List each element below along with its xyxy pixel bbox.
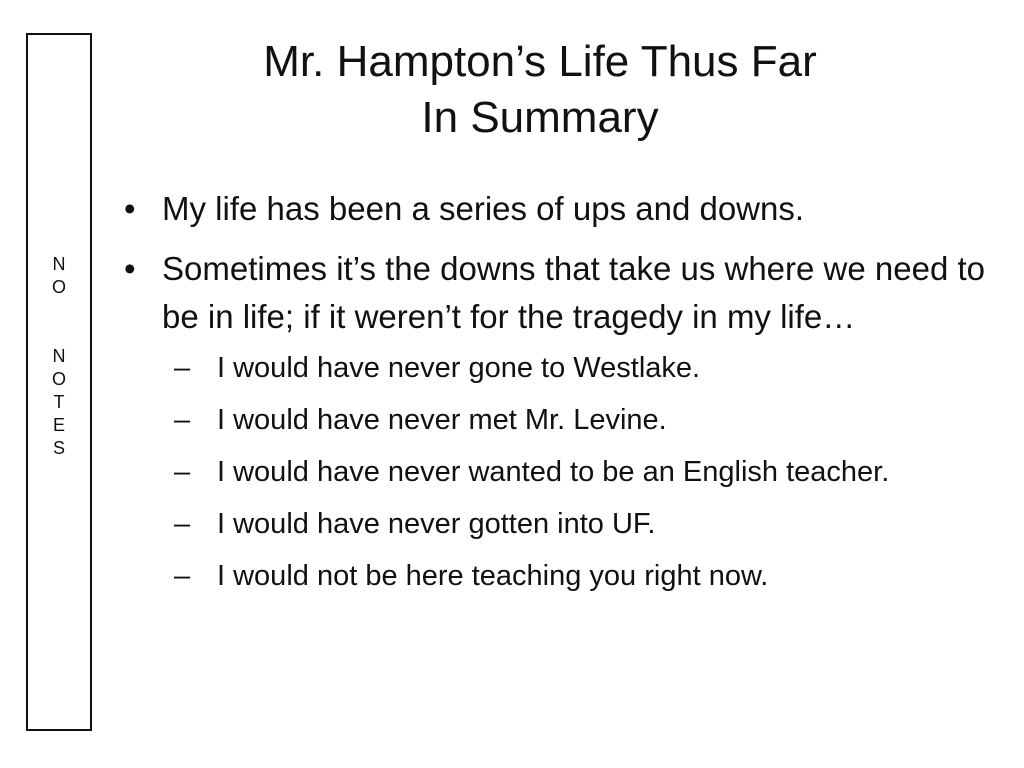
sub-bullet-marker: – xyxy=(174,404,191,436)
side-letter: N xyxy=(52,254,66,274)
bullet-list xyxy=(118,185,998,609)
sub-bullet-item xyxy=(174,555,998,597)
no-notes-box xyxy=(26,33,92,731)
side-letter: S xyxy=(52,438,65,458)
bullet-text: My life has been a series of ups and downs. xyxy=(162,190,805,227)
title-line-1: Mr. Hampton’s Life Thus Far xyxy=(263,37,817,86)
no-notes-label xyxy=(28,253,90,460)
sub-bullet-text: I would have never gone to Westlake. xyxy=(217,352,701,384)
sub-bullet-item xyxy=(174,503,998,545)
sub-bullet-marker: – xyxy=(174,560,191,592)
sub-bullet-text: I would not be here teaching you right now. xyxy=(217,560,769,592)
side-letter: O xyxy=(51,369,66,389)
sub-bullet-list xyxy=(162,347,998,597)
bullet-item xyxy=(118,245,998,597)
sub-bullet-marker: – xyxy=(174,456,191,488)
sub-bullet-item xyxy=(174,399,998,441)
sub-bullet-text: I would have never wanted to be an English teacher. xyxy=(217,456,890,488)
sub-bullet-marker: – xyxy=(174,352,191,384)
bullet-item xyxy=(118,185,998,233)
bullet-text: Sometimes it’s the downs that take us where we need to be in life; if it weren’t for the tragedy in my life… xyxy=(162,250,986,335)
sub-bullet-marker: – xyxy=(174,508,191,540)
side-letter: T xyxy=(53,392,65,412)
side-letter: E xyxy=(52,415,65,435)
side-letter: O xyxy=(51,277,66,297)
sub-bullet-text: I would have never gotten into UF. xyxy=(217,508,656,540)
slide-title xyxy=(100,34,980,146)
side-gap xyxy=(28,299,90,345)
sub-bullet-item xyxy=(174,451,998,493)
sub-bullet-item xyxy=(174,347,998,389)
title-line-2: In Summary xyxy=(421,93,659,142)
bullet-marker: • xyxy=(124,190,136,227)
bullet-marker: • xyxy=(124,250,136,287)
side-letter: N xyxy=(52,346,66,366)
sub-bullet-text: I would have never met Mr. Levine. xyxy=(217,404,667,436)
